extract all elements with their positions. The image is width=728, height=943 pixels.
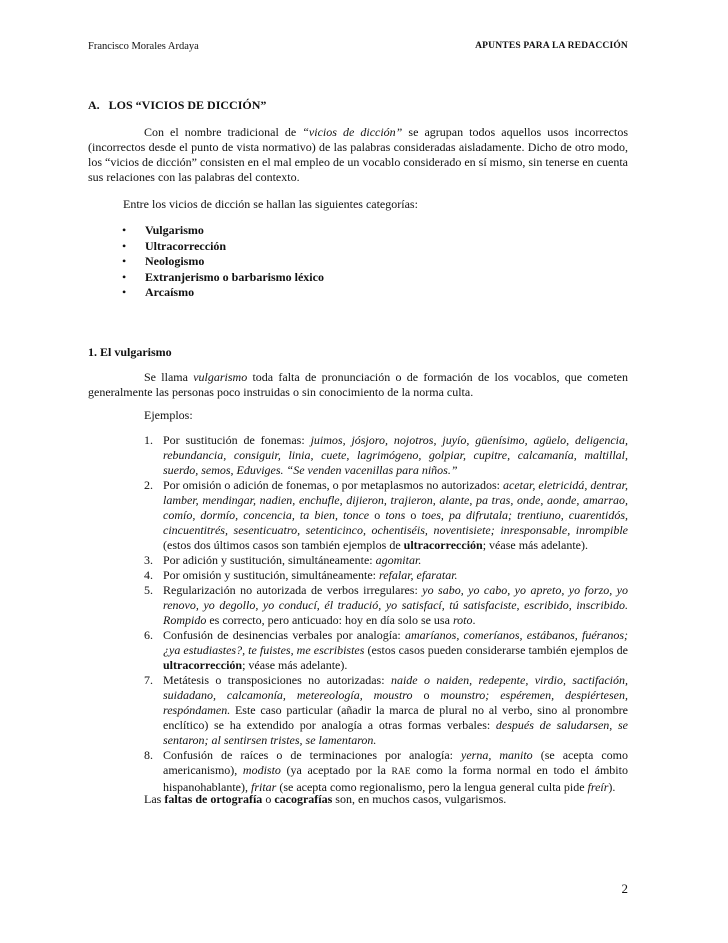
text-run: Se llama	[144, 370, 194, 384]
text-run: se agrupan todos aquellos usos incorrectos (incorrectos desde el punto de vista normativo) de las palabras consideradas aisladamente. Dicho de otro modo, los “vicios de dicción” consisten en el mal empleo de un vocablo considerado en sí mismo, sin tenerse en cuenta sus relaciones con las palabras del contexto.	[88, 125, 628, 184]
italic-examples: yerna, manito	[461, 748, 533, 762]
section-a-heading	[88, 98, 266, 113]
text-run: Por adición y sustitución, simultáneamente:	[163, 553, 376, 567]
text-run: (estos dos últimos casos son también ejemplos de	[163, 538, 404, 552]
text-run: como la forma normal en todo el ámbito hispanohablante),	[163, 763, 628, 794]
header-author: Francisco Morales Ardaya	[88, 41, 199, 52]
bullet-icon: •	[122, 238, 127, 253]
example-item	[144, 583, 628, 628]
category-item	[108, 223, 324, 239]
category-label: Arcaísmo	[145, 285, 195, 299]
italic-examples: mounstro; espéremen, despiértesen, respóndamen.	[163, 688, 628, 717]
text-run: o	[369, 508, 386, 522]
item-number: 1.	[144, 433, 153, 447]
example-item	[144, 478, 628, 553]
text-run: o	[412, 688, 441, 702]
text-run: Confusión de raíces o de terminaciones por analogía:	[163, 748, 462, 762]
example-item	[144, 748, 628, 795]
example-item	[144, 673, 628, 748]
item-number: 8.	[144, 748, 153, 762]
bold-term: ultracorrección	[163, 658, 243, 672]
text-run: o	[262, 792, 275, 806]
italic-examples: después de saludarsen, se sentaron; al sentirsen tristes, se lamentaron.	[163, 718, 628, 747]
item-number: 7.	[144, 673, 153, 687]
item-number: 6.	[144, 628, 153, 642]
examples-list	[144, 433, 628, 795]
italic-examples: naide o naiden, redepente, virdio, sactifación, suidadano, calcamonía, metereología, moustro	[163, 673, 629, 702]
example-item	[144, 568, 628, 583]
text-run: Confusión de desinencias verbales por analogía:	[163, 628, 405, 642]
example-item	[144, 553, 628, 568]
header-title: APUNTES PARA LA REDACCIÓN	[475, 41, 628, 51]
bullet-icon: •	[122, 285, 127, 299]
section-a-title: LOS “VICIOS DE DICCIÓN”	[108, 98, 267, 112]
bold-term: cacografías	[274, 792, 333, 806]
item-number: 5.	[144, 583, 153, 597]
bullet-icon: •	[122, 254, 127, 268]
page-number: 2	[621, 881, 628, 896]
text-run: Con el nombre tradicional de	[144, 125, 303, 139]
bold-term: faltas de ortografía	[164, 792, 263, 806]
text-run: ; véase más adelante).	[242, 658, 348, 672]
section-a-paragraph	[88, 125, 628, 185]
bullet-icon: •	[122, 223, 127, 237]
categories-intro: Entre los vicios de dicción se hallan las siguientes categorías:	[123, 197, 418, 211]
italic-term: vulgarismo	[193, 370, 248, 384]
category-label: Extranjerismo o barbarismo léxico	[145, 269, 324, 284]
italic-examples: refalar, efaratar.	[378, 568, 458, 582]
category-label: Vulgarismo	[145, 223, 204, 237]
italic-term: “vicios de dicción”	[302, 125, 403, 139]
italic-examples: acetar, eletricidá, dentrar, lamber, mendingar, nadien, enchufle, dijieron, trajieron, alante, pa tras, onde, aonde, amarrao, comío, dormío, concencia, ta bien, tonce	[163, 478, 629, 522]
italic-examples: roto	[452, 613, 473, 627]
section-1-paragraph	[88, 370, 628, 400]
item-number: 4.	[144, 568, 153, 582]
text-run: Por omisión y sustitución, simultáneamente:	[163, 568, 379, 582]
text-run: .	[472, 613, 476, 627]
text-run: (estos casos pueden considerarse también ejemplos de	[364, 643, 628, 657]
category-item	[108, 254, 324, 270]
text-run: (se acepta como americanismo),	[163, 748, 629, 777]
text-run: (se acepta como regionalismo, pero la lengua general culta pide	[276, 780, 588, 794]
text-run: es correcto, pero anticuado: hoy en día solo se usa	[206, 613, 453, 627]
example-item	[144, 628, 628, 673]
italic-examples: tons	[385, 508, 406, 522]
example-item	[144, 433, 628, 478]
item-number: 2.	[144, 478, 153, 492]
text-run: Por sustitución de fonemas:	[163, 433, 311, 447]
category-item	[108, 270, 324, 286]
italic-examples: modisto	[242, 763, 281, 777]
italic-examples: juimos, jósjoro, nojotros, juyío, güenísimo, agüelo, deligencia, rebundancia, consiguir, linia, cuete, lagrimógeno, golpiar, cupitre, calcamanía, maltillal, suerdo, semos, Eduviges. “Se venden vacenillas para niños.”	[163, 433, 629, 477]
examples-label: Ejemplos:	[144, 408, 193, 422]
italic-examples: yo sabo, yo cabo, yo apreto, yo forzo, yo renovo, yo degollo, yo conducí, él tradució, yo satisfací, tú satisfaciste, escribido, inscribido. Rompido	[163, 583, 629, 627]
text-run: (ya aceptado por la	[280, 763, 392, 777]
italic-examples: fritar	[250, 780, 277, 794]
text-run: son, en muchos casos, vulgarismos.	[332, 792, 507, 806]
section-1-heading: 1. El vulgarismo	[88, 345, 172, 359]
abbreviation: RAE	[391, 767, 411, 777]
closing-paragraph	[144, 792, 506, 807]
bold-term: ultracorrección	[403, 538, 483, 552]
item-number: 3.	[144, 553, 153, 567]
italic-examples: agomitar.	[375, 553, 422, 567]
text-run: Este caso particular (añadir la marca de plural no al verbo, sino al pronombre enclítico) se ha extendido por analogía a otras formas verbales:	[163, 703, 628, 732]
italic-examples: toes, pa difrutala; trentiuno, cuarentidós, cincuentitrés, sesenticuatro, setenticinco, ochentiséis, noventisiete; inresponsable, inrompible	[163, 508, 629, 537]
text-run: Metátesis o transposiciones no autorizadas:	[163, 673, 391, 687]
text-run: Regularización no autorizada de verbos irregulares:	[163, 583, 423, 597]
category-label: Neologismo	[145, 254, 205, 268]
category-label: Ultracorrección	[145, 238, 227, 253]
categories-list	[108, 223, 324, 301]
category-item	[108, 285, 324, 301]
text-run: ; véase más adelante).	[482, 538, 588, 552]
italic-examples: freír	[587, 780, 609, 794]
text-run: o	[405, 508, 422, 522]
section-a-letter: A.	[88, 98, 100, 112]
italic-examples: amaríanos, comeríanos, estábanos, fuéranos; ¿ya estudiastes?, te fuistes, me escribistes	[163, 628, 629, 657]
text-run: Por omisión o adición de fonemas, o por metaplasmos no autorizados:	[163, 478, 504, 492]
text-run: Las	[144, 792, 165, 806]
text-run: ).	[608, 780, 616, 794]
text-run: toda falta de pronunciación o de formación de los vocablos, que cometen generalmente las personas poco instruidas o sin conocimiento de la norma culta.	[88, 370, 629, 399]
bullet-icon: •	[122, 269, 127, 284]
category-item	[108, 239, 324, 255]
